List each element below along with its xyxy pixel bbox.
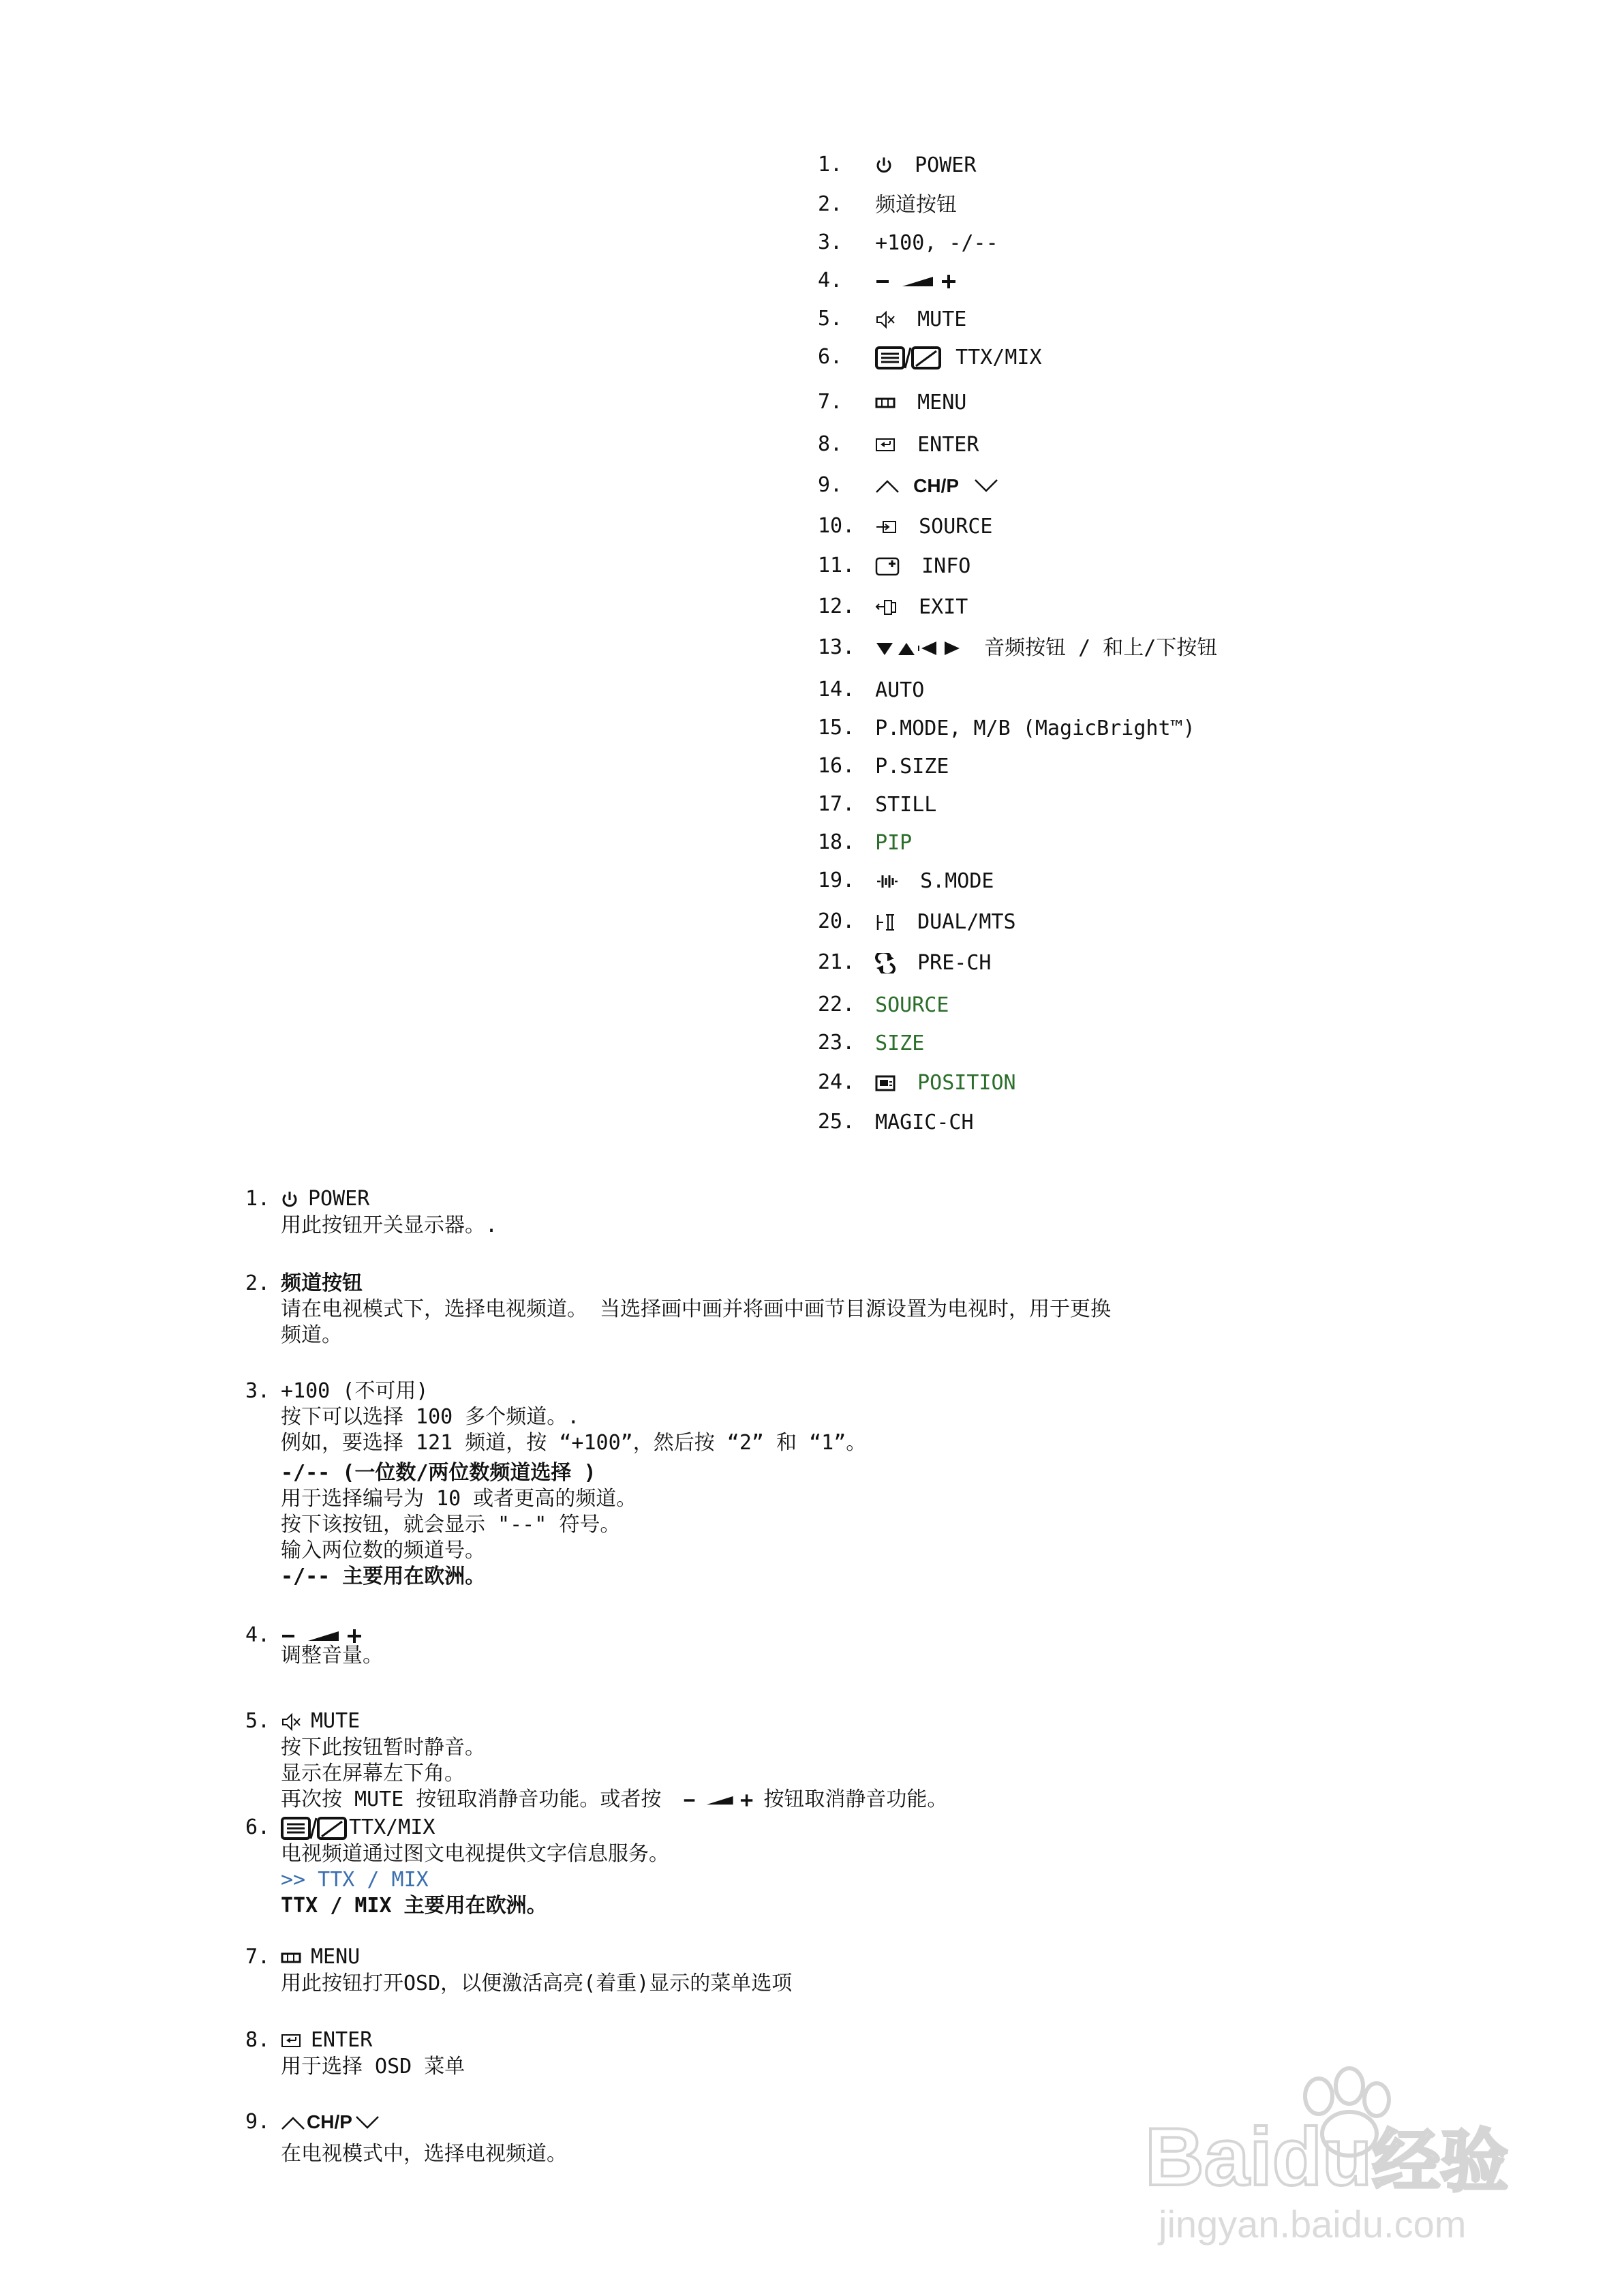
- ttx-mix-link[interactable]: >> TTX / MIX: [281, 1867, 429, 1892]
- arrows-icon: [875, 636, 962, 661]
- toc-item-still[interactable]: [818, 792, 936, 817]
- item-label: SOURCE: [919, 514, 993, 539]
- item-label: 频道按钮: [875, 192, 958, 217]
- toc-item-ttx[interactable]: [818, 345, 1042, 370]
- volume-icon: [677, 1787, 759, 1813]
- item-number: 10.: [818, 514, 855, 538]
- item-number: 1.: [818, 153, 843, 177]
- item-label-link[interactable]: SIZE: [875, 1031, 925, 1055]
- item-number: 3.: [818, 230, 843, 254]
- item-label: AUTO: [875, 678, 925, 702]
- toc-item-psize[interactable]: [818, 754, 949, 779]
- desc-text: 再次按 MUTE 按钮取消静音功能。或者按: [281, 1787, 662, 1811]
- prech-icon: [875, 951, 896, 976]
- chevron-up-icon: [875, 474, 900, 498]
- desc-text: 调整音量。: [281, 1644, 383, 1667]
- item-number: 6.: [818, 345, 843, 369]
- desc-text: 在电视模式中，选择电视频道。: [281, 2141, 567, 2166]
- item-label-link[interactable]: PIP: [875, 830, 913, 855]
- toc-item-menu[interactable]: [818, 390, 966, 415]
- item-number: 8.: [245, 2028, 271, 2052]
- item-label: DUAL/MTS: [917, 909, 1016, 934]
- item-number: 16.: [818, 754, 855, 778]
- power-icon: [281, 1187, 299, 1213]
- item-label-link[interactable]: SOURCE: [875, 993, 949, 1017]
- desc-note: -/-- 主要用在欧洲。: [281, 1565, 486, 1588]
- item-number: 7.: [245, 1945, 271, 1969]
- item-number: 8.: [818, 432, 843, 456]
- toc-item-pip[interactable]: [818, 830, 912, 856]
- desc-text: 用于选择编号为 10 或者更高的频道。: [281, 1487, 637, 1511]
- desc-text: 按下该按钮，就会显示 "--" 符号。: [281, 1513, 621, 1537]
- toc-item-volume[interactable]: [818, 269, 966, 294]
- item-number: 18.: [818, 830, 855, 854]
- item-number: 17.: [818, 792, 855, 816]
- toc-item-pmode[interactable]: [818, 716, 1195, 741]
- desc-title: MUTE: [311, 1709, 361, 1733]
- item-label: MENU: [917, 390, 967, 414]
- item-label: MUTE: [917, 307, 967, 331]
- item-number: 11.: [818, 554, 855, 577]
- desc-text: 例如，要选择 121 频道，按 “+100”，然后按 “2” 和 “1”。: [281, 1431, 867, 1455]
- item-number: 9.: [818, 473, 843, 497]
- desc-subtitle: -/-- (一位数/两位数频道选择 ): [281, 1461, 596, 1485]
- toc-item-arrows[interactable]: [818, 635, 1217, 661]
- item-number: 3.: [245, 1379, 271, 1403]
- chevron-down-icon: [974, 474, 998, 498]
- teletext-icon: [875, 345, 943, 370]
- item-label: TTX/MIX: [955, 345, 1042, 369]
- chevron-up-icon: [281, 2110, 305, 2136]
- baidu-jingyan-watermark: [1145, 2059, 1554, 2263]
- position-icon: [875, 1071, 896, 1096]
- item-number: 22.: [818, 993, 855, 1016]
- exit-icon: [875, 595, 897, 620]
- chevron-down-icon: [355, 2110, 380, 2136]
- toc-item-magicch[interactable]: [818, 1110, 974, 1135]
- toc-item-info[interactable]: [818, 554, 970, 579]
- toc-item-plus100[interactable]: [818, 230, 998, 256]
- item-number: 2.: [818, 192, 843, 216]
- power-icon: [875, 153, 893, 178]
- desc-text: 按钮取消静音功能。: [763, 1787, 948, 1811]
- item-label: INFO: [921, 554, 971, 578]
- toc-item-auto[interactable]: [818, 678, 924, 703]
- mute-icon: [281, 1709, 301, 1735]
- desc-text: 频道。: [281, 1323, 342, 1347]
- item-number: 4.: [818, 269, 843, 292]
- desc-title: +100 (不可用): [281, 1379, 429, 1403]
- smode-icon: [875, 869, 898, 894]
- desc-title: POWER: [308, 1187, 370, 1211]
- desc-note: TTX / MIX 主要用在欧洲。: [281, 1893, 547, 1918]
- item-label: +100, -/--: [875, 230, 998, 255]
- menu-icon: [875, 391, 896, 415]
- item-label: MAGIC-CH: [875, 1110, 974, 1134]
- desc-text: 用此按钮打开OSD，以便激活高亮(着重)显示的菜单选项: [281, 1971, 793, 1995]
- toc-item-mute[interactable]: [818, 307, 966, 332]
- toc-item-exit[interactable]: [818, 594, 968, 620]
- item-number: 9.: [245, 2110, 271, 2134]
- item-number: 6.: [245, 1815, 271, 1839]
- toc-item-source2[interactable]: [818, 993, 949, 1018]
- volume-icon: [875, 269, 957, 294]
- item-label-link[interactable]: POSITION: [917, 1070, 1016, 1095]
- item-number: 5.: [818, 307, 843, 331]
- enter-icon: [281, 2028, 301, 2054]
- watermark-url: jingyan.baidu.com: [1159, 2203, 1467, 2246]
- desc-text: 按下此按钮暂时静音。: [281, 1735, 485, 1759]
- toc-item-dual[interactable]: [818, 909, 1016, 935]
- toc-item-source[interactable]: [818, 514, 993, 539]
- watermark-brand: Baidu经验: [1145, 2111, 1509, 2203]
- item-number: 1.: [245, 1187, 271, 1211]
- enter-icon: [875, 433, 896, 457]
- desc-title: 频道按钮: [281, 1271, 363, 1295]
- desc-text: 用此按钮开关显示器。.: [281, 1213, 498, 1237]
- mute-icon: [875, 307, 896, 332]
- item-number: 15.: [818, 716, 855, 740]
- item-number: 24.: [818, 1070, 855, 1094]
- desc-title: CH/P: [307, 2111, 352, 2132]
- toc-item-enter[interactable]: [818, 432, 979, 457]
- toc-item-smode[interactable]: [818, 868, 994, 894]
- desc-title: ENTER: [311, 2028, 373, 2052]
- item-label: 音频按钮 / 和上/下按钮: [984, 635, 1218, 660]
- item-label: P.MODE, M/B (MagicBright™): [875, 716, 1195, 740]
- item-number: 12.: [818, 594, 855, 618]
- toc-item-size[interactable]: [818, 1031, 924, 1056]
- toc-item-position[interactable]: [818, 1070, 1016, 1096]
- item-label: POWER: [915, 153, 977, 177]
- item-number: 23.: [818, 1031, 855, 1055]
- desc-text: 用于选择 OSD 菜单: [281, 2054, 465, 2079]
- desc-text: 请在电视模式下，选择电视频道。 当选择画中画并将画中画节目源设置为电视时，用于更换: [281, 1297, 1112, 1321]
- desc-text: 显示在屏幕左下角。: [281, 1761, 465, 1785]
- item-number: 20.: [818, 909, 855, 933]
- toc-item-power[interactable]: [818, 153, 976, 178]
- item-number: 13.: [818, 635, 855, 659]
- item-label: P.SIZE: [875, 754, 949, 779]
- source-icon: [875, 515, 897, 539]
- item-number: 19.: [818, 868, 855, 892]
- item-label: STILL: [875, 792, 937, 817]
- item-number: 4.: [245, 1623, 271, 1647]
- item-number: 7.: [818, 390, 843, 414]
- toc-item-channel[interactable]: [818, 192, 957, 217]
- desc-text: 输入两位数的频道号。: [281, 1539, 485, 1562]
- toc-item-prech[interactable]: [818, 950, 992, 976]
- item-label: ENTER: [917, 432, 979, 457]
- teletext-icon: [281, 1815, 349, 1841]
- item-number: 2.: [245, 1271, 271, 1295]
- desc-title: MENU: [311, 1945, 361, 1969]
- item-number: 5.: [245, 1709, 271, 1733]
- item-label: CH/P: [913, 474, 960, 496]
- item-label: S.MODE: [920, 868, 994, 893]
- menu-icon: [281, 1945, 301, 1971]
- item-label: EXIT: [919, 594, 968, 619]
- desc-title: TTX/MIX: [349, 1815, 435, 1839]
- item-number: 14.: [818, 678, 855, 701]
- dual-icon: [875, 910, 896, 935]
- item-label: PRE-CH: [917, 950, 992, 975]
- item-number: 21.: [818, 950, 855, 974]
- desc-text: 按下可以选择 100 多个频道。.: [281, 1405, 580, 1429]
- item-number: 25.: [818, 1110, 855, 1134]
- desc-text: 电视频道通过图文电视提供文字信息服务。: [281, 1841, 669, 1866]
- toc-item-chp[interactable]: [818, 473, 1008, 498]
- info-icon: [875, 554, 900, 579]
